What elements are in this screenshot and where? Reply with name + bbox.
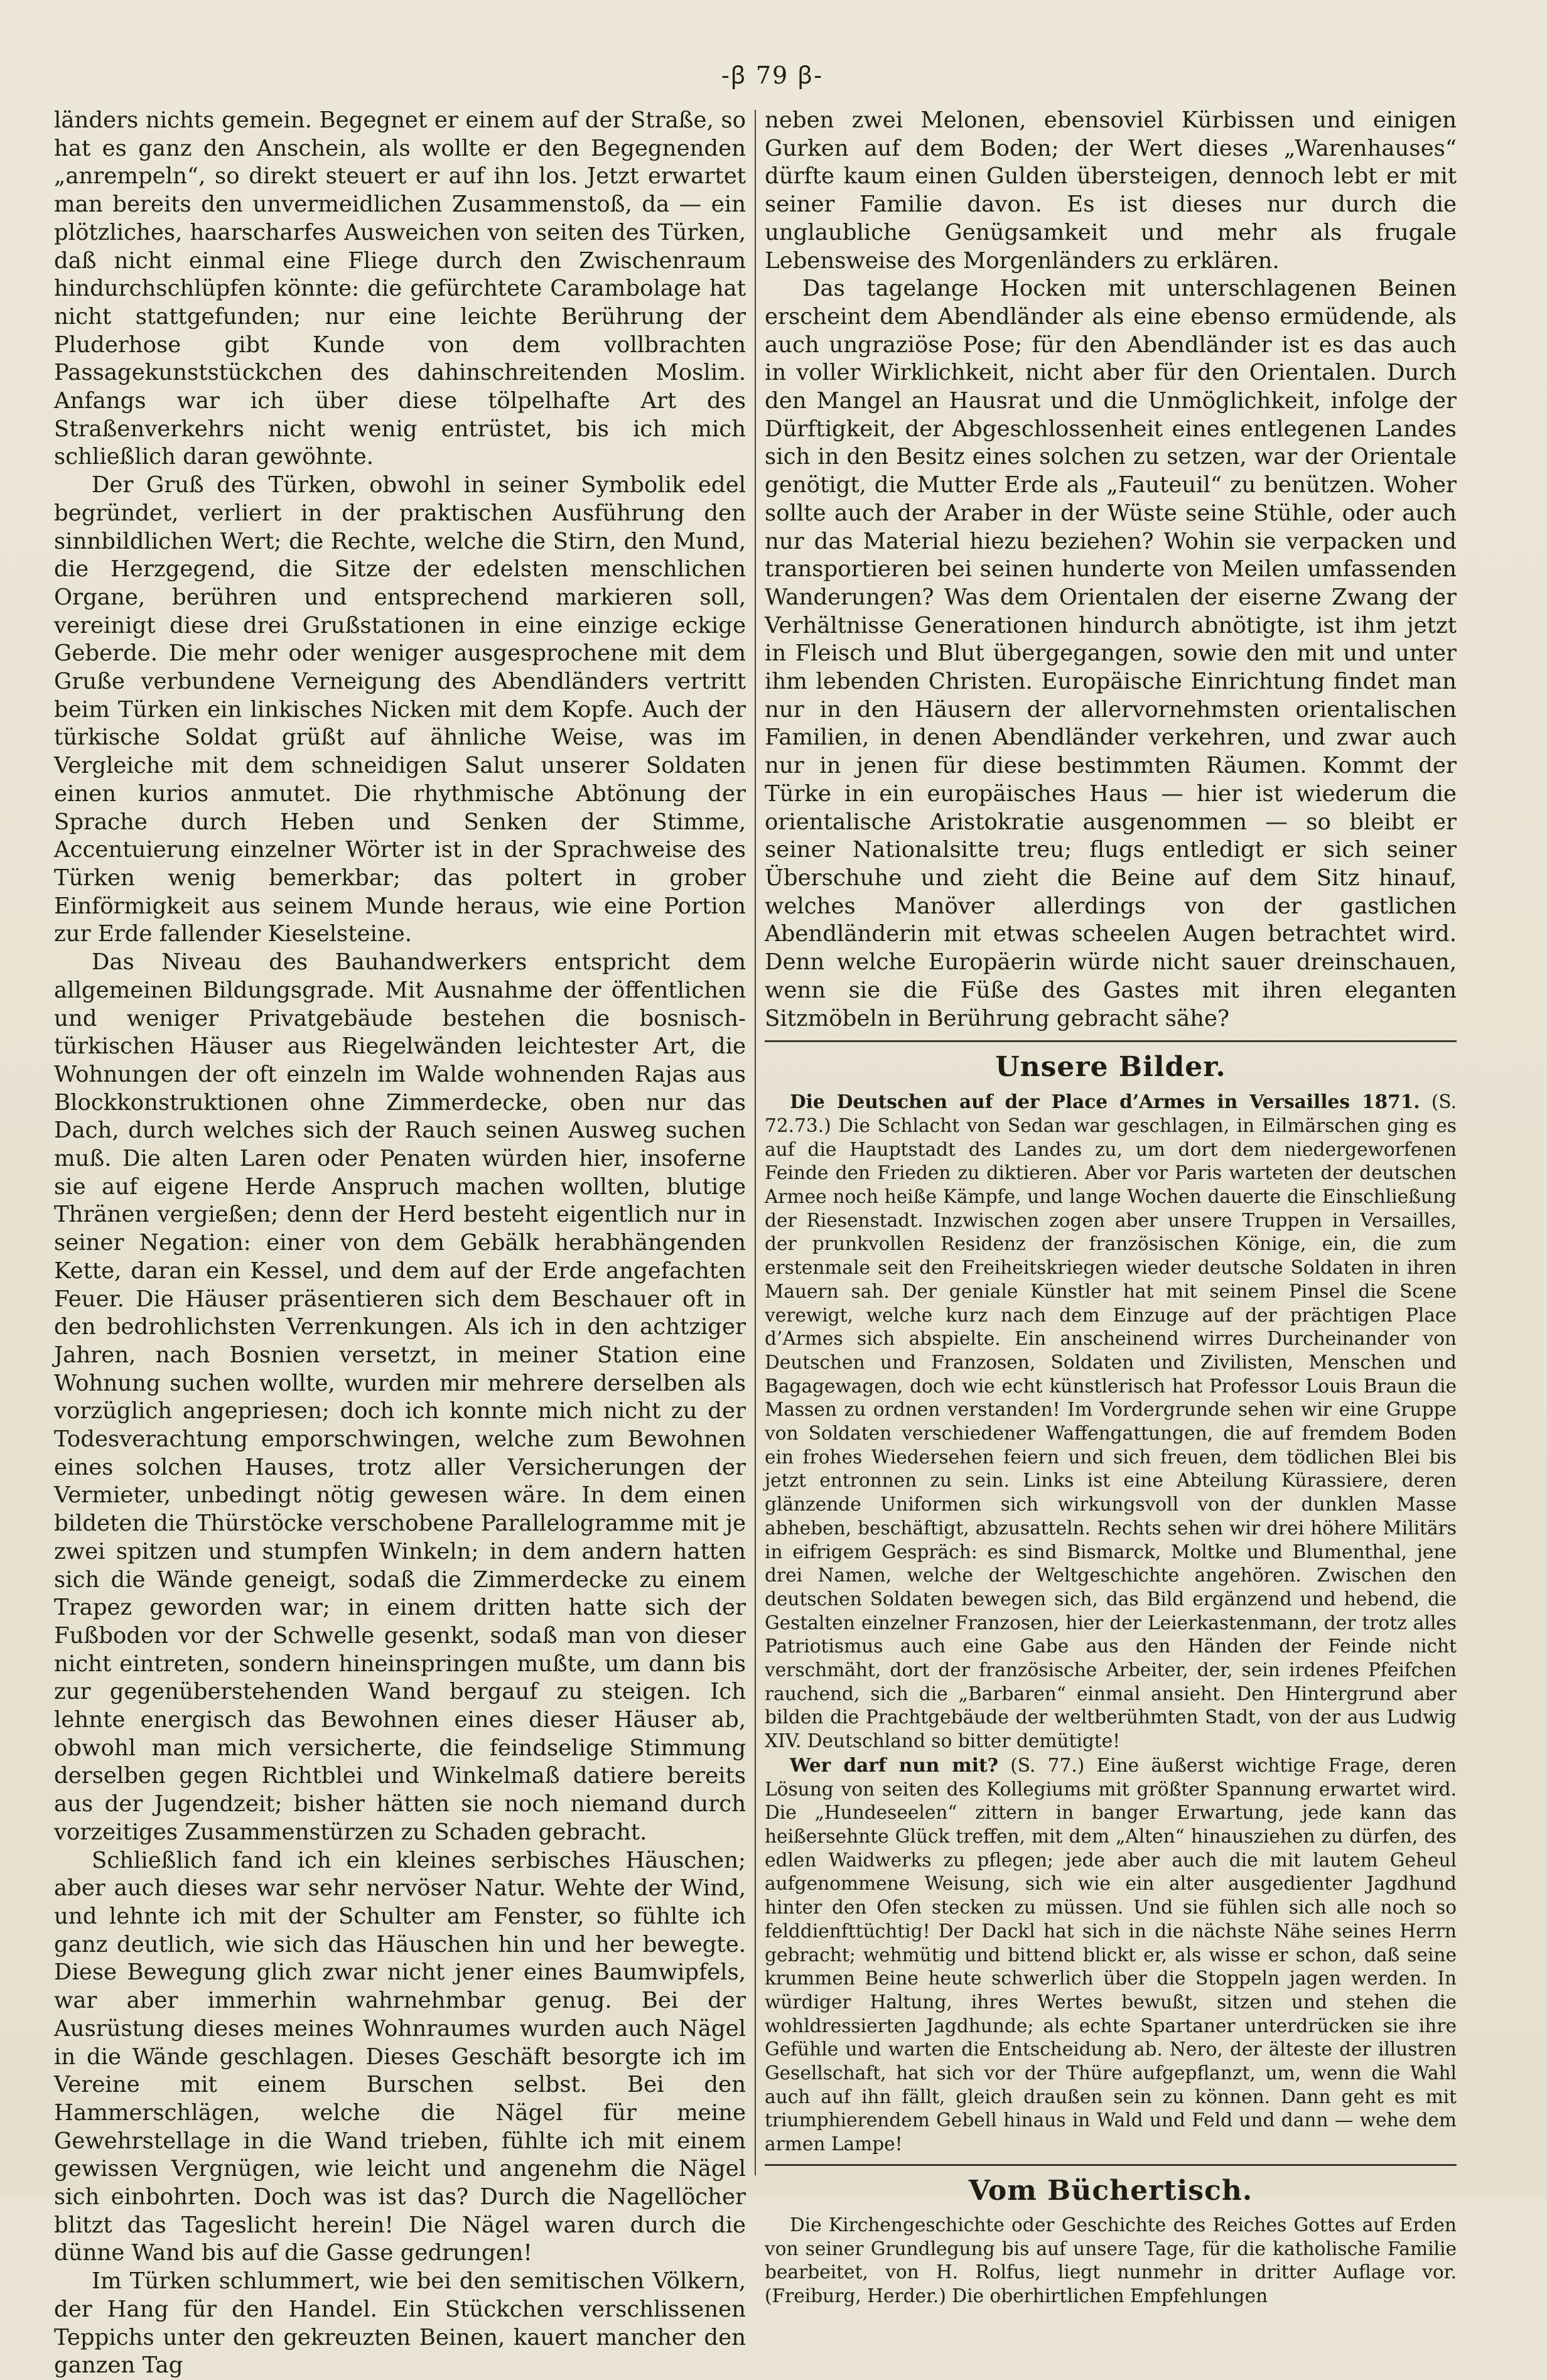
caption-lead: Wer darf nun mit?: [790, 1753, 998, 1776]
section-title-vom-buechertisch: Vom Büchertisch.: [968, 2174, 1253, 2207]
paragraph: Der Gruß des Türken, obwohl in seiner Symbolik edel begründet, verliert in der praktischen Ausführung den sinnbildlichen Wert; die Rechte, welche die Stirn, den Mund, die Herzgegend, die Sitze der edelsten menschlichen Organe, berühren und entsprechend markieren soll, vereinigt diese drei Grußstationen in eine einzige eckige Geberde. Die mehr oder weniger ausgesprochene mit dem Gruße verbundene Verneigung des Abendländers vertritt beim Türken ein linkisches Nicken mit dem Kopfe. Auch der türkische Soldat grüßt auf ähnliche Weise, was im Vergleiche mit dem schneidigen Salut unserer Soldaten einen kurios anmutet. Die rhythmische Abtönung der Sprache durch Heben und Senken der Stimme, Accentuierung einzelner Wörter ist in der Sprachweise des Türken wenig bemerkbar; das poltert in grober Einförmigkeit aus seinem Munde heraus, wie eine Portion zur Erde fallender Kieselsteine.: [54, 472, 746, 947]
picture-caption: [765, 1753, 1457, 2157]
paragraph: Das tagelange Hocken mit unterschlagenen Beinen erscheint dem Abendländer als eine ebenso ermüdende, als auch ungraziöse Pose; für den Abendländer ist es das auch in voller Wirklichkeit, nicht aber für den Orientalen. Durch den Mangel an Hausrat und die Unmöglichkeit, infolge der Dürftigkeit, der Abgeschlossenheit eines entlegenen Landes sich in den Besitz eines solchen zu setzen, war der Orientale genötigt, die Mutter Erde als „Fauteuil“ zu benützen. Woher sollte auch der Araber in der Wüste seine Stühle, oder auch nur das Material hiezu beziehen? Wohin sie verpacken und transportieren bei seinen hunderte von Meilen umfassenden Wanderungen? Was dem Orientalen der eiserne Zwang der Verhältnisse Generationen hindurch abnötigte, ist ihm jetzt in Fleisch und Blut übergegangen, sowie den mit und unter ihm lebenden Christen. Europäische Einrichtung findet man nur in den Häusern der allervornehmsten orientalischen Familien, in denen Abendländer verkehren, und zwar auch nur in jenen für diese bestimmten Räumen. Kommt der Türke in ein europäisches Haus — hier ist wiederum die orientalische Aristokratie ausgenommen — so bleibt er seiner Nationalsitte treu; flugs entledigt er sich seiner Überschuhe und zieht die Beine auf dem Sitz hinauf, welches Manöver allerdings von der gastlichen Abendländerin mit etwas scheelen Augen betrachtet wird. Denn welche Europäerin würde nicht sauer dreinschauen, wenn sie die Füße des Gastes mit ihren eleganten Sitzmöbeln in Berührung gebracht sähe?: [765, 276, 1457, 1031]
caption-lead: Die Deutschen auf der Place d’Armes in Versailles 1871.: [790, 1090, 1420, 1113]
section-divider: [765, 2164, 1457, 2166]
caption-text: (S. 77.) Eine äußerst wichtige Frage, deren Lösung von seiten des Kollegiums mit größter Spannung erwartet wird. Die „Hundeseelen“ zittern in banger Erwartung, jede kann das heißersehnte Glück treffen, mit dem „Alten“ hinausziehen zu dürfen, des edlen Waidwerks zu pflegen; jede aber auch die mit lautem Geheul aufgenommene Weisung, sich wie ein alter ausgedienter Jagdhund hinter den Ofen stecken zu müssen. Und sie fühlen sich alle noch so felddienfttüchtig! Der Dackl hat sich in die nächste Nähe seines Herrn gebracht; wehmütig und bittend blickt er, als wisse er schon, daß seine krummen Beine heute schwerlich über die Stoppeln jagen werden. In würdiger Haltung, ihres Wertes bewußt, sitzen und stehen die wohldressierten Jagdhunde; als echte Spartaner unterdrücken sie ihre Gefühle und warten die Entscheidung ab. Nero, der älteste der illustren Gesellschaft, hat sich vor der Thüre aufgepflanzt, um, wenn die Wahl auch auf ihn fällt, gleich draußen sein zu können. Dann geht es mit triumphierendem Gebell hinaus in Wald und Feld und dann — wehe dem armen Lampe!: [765, 1754, 1457, 2155]
caption-text: (S. 72.73.) Die Schlacht von Sedan war geschlagen, in Eilmärschen ging es auf die Hauptstadt des Landes zu, um dort dem niedergeworfenen Feinde den Frieden zu diktieren. Aber vor Paris warteten der deutschen Armee noch heiße Kämpfe, und lange Wochen dauerte die Einschließung der Riesenstadt. Inzwischen zogen aber unsere Truppen in Versailles, der prunkvollen Residenz der französischen Könige, ein, die zum erstenmale seit den Freiheitskriegen wieder deutsche Soldaten in ihren Mauern sah. Der geniale Künstler hat mit seinem Pinsel die Scene verewigt, welche kurz nach dem Einzuge auf der prächtigen Place d’Armes sich abspielte. Ein anscheinend wirres Durcheinander von Deutschen und Franzosen, Soldaten und Zivilisten, Menschen und Bagagewagen, doch wie echt künstlerisch hat Professor Louis Braun die Massen zu ordnen verstanden! Im Vordergrunde sehen wir eine Gruppe von Soldaten verschiedener Waffengattungen, die auf fremdem Boden ein frohes Wiedersehen feiern und sich freuen, dem tödlichen Blei bis jetzt entronnen zu sein. Links ist eine Abteilung Kürassiere, deren glänzende Uniformen sich wirkungsvoll von der dunklen Masse abheben, beschäftigt, abzusatteln. Rechts sehen wir drei höhere Militärs in eifrigem Gespräch: es sind Bismarck, Moltke und Blumenthal, jene drei Namen, welche der Weltgeschichte angehören. Zwischen den deutschen Soldaten bewegen sich, das Bild ergänzend und hebend, die Gestalten einzelner Franzosen, hier der Leierkastenmann, der trotz alles Patriotismus auch eine Gabe aus den Händen der Feinde nicht verschmäht, dort der französische Arbeiter, der, sein irdenes Pfeifchen rauchend, sich die „Barbaren“ einmal ansieht. Den Hintergrund aber bilden die Prachtgebäude der weltberühmten Stadt, von der aus Ludwig XIV. Deutschland so bitter demütigte!: [765, 1091, 1457, 1752]
paragraph: Das Niveau des Bauhandwerkers entspricht dem allgemeinen Bildungsgrade. Mit Ausnahme der öffentlichen und weniger Privatgebäude bestehen die bosnisch-türkischen Häuser aus Riegelwänden leichtester Art, die Wohnungen der oft einzeln im Walde wohnenden Rajas aus Blockkonstruktionen ohne Zimmerdecke, oben nur das Dach, durch welches sich der Rauch seinen Ausweg suchen muß. Die alten Laren oder Penaten würden hier, insoferne sie auf eigene Herde Anspruch machen wollten, blutige Thränen vergießen; denn der Herd besteht eigentlich nur in seiner Negation: einer von dem Gebälk herabhängenden Kette, daran ein Kessel, und dem auf der Erde angefachten Feuer. Die Häuser präsentieren sich dem Beschauer oft in den bedrohlichsten Verrenkungen. Als ich in den achtziger Jahren, nach Bosnien versetzt, in meiner Station eine Wohnung suchen wollte, wurden mir mehrere derselben als vorzüglich angepriesen; doch ich konnte mich nicht zu der Todesverachtung emporschwingen, welche zum Bewohnen eines solchen Hauses, trotz aller Versicherungen der Vermieter, unbedingt nötig gewesen wäre. In dem einen bildeten die Thürstöcke verschobene Parallelogramme mit je zwei spitzen und stumpfen Winkeln; in dem andern hatten sich die Wände geneigt, sodaß die Zimmerdecke zu einem Trapez geworden war; in einem dritten hatte sich der Fußboden vor der Schwelle gesenkt, sodaß man von dieser nicht eintreten, sondern hineinspringen mußte, um dann bis zur gegenüberstehenden Wand bergauf zu steigen. Ich lehnte energisch das Bewohnen eines dieser Häuser ab, obwohl man mich versicherte, die feindselige Stimmung derselben gegen Richtblei und Winkelmaß datiere bereits aus der Jugendzeit; bisher hätten sie noch niemand durch vorzeitiges Zusammenstürzen zu Schaden gebracht.: [54, 949, 746, 1845]
paragraph: Schließlich fand ich ein kleines serbisches Häuschen; aber auch dieses war sehr nervöser Natur. Wehte der Wind, und lehnte ich mit der Schulter am Fenster, so fühlte ich ganz deutlich, wie sich das Häuschen hin und her bewegte. Diese Bewegung glich zwar nicht jener eines Baumwipfels, war aber immerhin wahrnehmbar genug. Bei der Ausrüstung dieses meines Wohnraumes wurden auch Nägel in die Wände geschlagen. Dieses Geschäft besorgte ich im Vereine mit einem Burschen selbst. Bei den Hammerschlägen, welche die Nägel für meine Gewehrstellage in die Wand trieben, fühlte ich mit einem gewissen Vergnügen, wie leicht und angenehm die Nägel sich einbohrten. Doch was ist das? Durch die Nagellöcher blitzt das Tageslicht herein! Die Nägel waren durch die dünne Wand bis auf die Gasse gedrungen!: [54, 1847, 746, 2266]
left-column: [54, 107, 746, 2380]
paragraph: Im Türken schlummert, wie bei den semitischen Völkern, der Hang für den Handel. Ein Stückchen verschlissenen Teppichs unter den gekreuzten Beinen, kauert mancher den ganzen Tag: [54, 2268, 746, 2379]
section-title-unsere-bilder: Unsere Bilder.: [995, 1051, 1226, 1084]
page-number: -ꞵ 79 ꞵ-: [721, 62, 824, 89]
column-divider: [755, 110, 756, 2175]
right-column: [765, 107, 1457, 2308]
paragraph: neben zwei Melonen, ebensoviel Kürbissen und einigen Gurken auf dem Boden; der Wert dieses „Warenhauses“ dürfte kaum einen Gulden übersteigen, dennoch lebt er mit seiner Familie davon. Es ist dieses nur durch die unglaubliche Genügsamkeit und mehr als frugale Lebensweise des Morgenländers zu erklären.: [765, 107, 1457, 274]
paragraph: länders nichts gemein. Begegnet er einem auf der Straße, so hat es ganz den Anschein, als wollte er den Begegnenden „anrempeln“, so direkt steuert er auf ihn los. Jetzt erwartet man bereits den unvermeidlichen Zusammenstoß, da — ein plötzliches, haarscharfes Ausweichen von seiten des Türken, daß nicht einmal eine Fliege durch den Zwischenraum hindurchschlüpfen könnte: die gefürchtete Carambolage hat nicht stattgefunden; nur eine leichte Berührung der Pluderhose gibt Kunde von dem vollbrachten Passagekunststückchen des dahinschreitenden Moslim. Anfangs war ich über diese tölpelhafte Art des Straßenverkehrs nicht wenig entrüstet, bis ich mich schließlich daran gewöhnte.: [54, 107, 746, 470]
book-review: Die Kirchengeschichte oder Geschichte des Reiches Gottes auf Erden von seiner Grundlegung bis auf unsere Tage, für die katholische Familie bearbeitet, von H. Rolfus, liegt nunmehr in dritter Auflage vor. (Freiburg, Herder.) Die oberhirtlichen Empfehlungen: [765, 2214, 1457, 2307]
section-divider: [765, 1040, 1457, 1042]
picture-caption: [765, 1090, 1457, 1753]
